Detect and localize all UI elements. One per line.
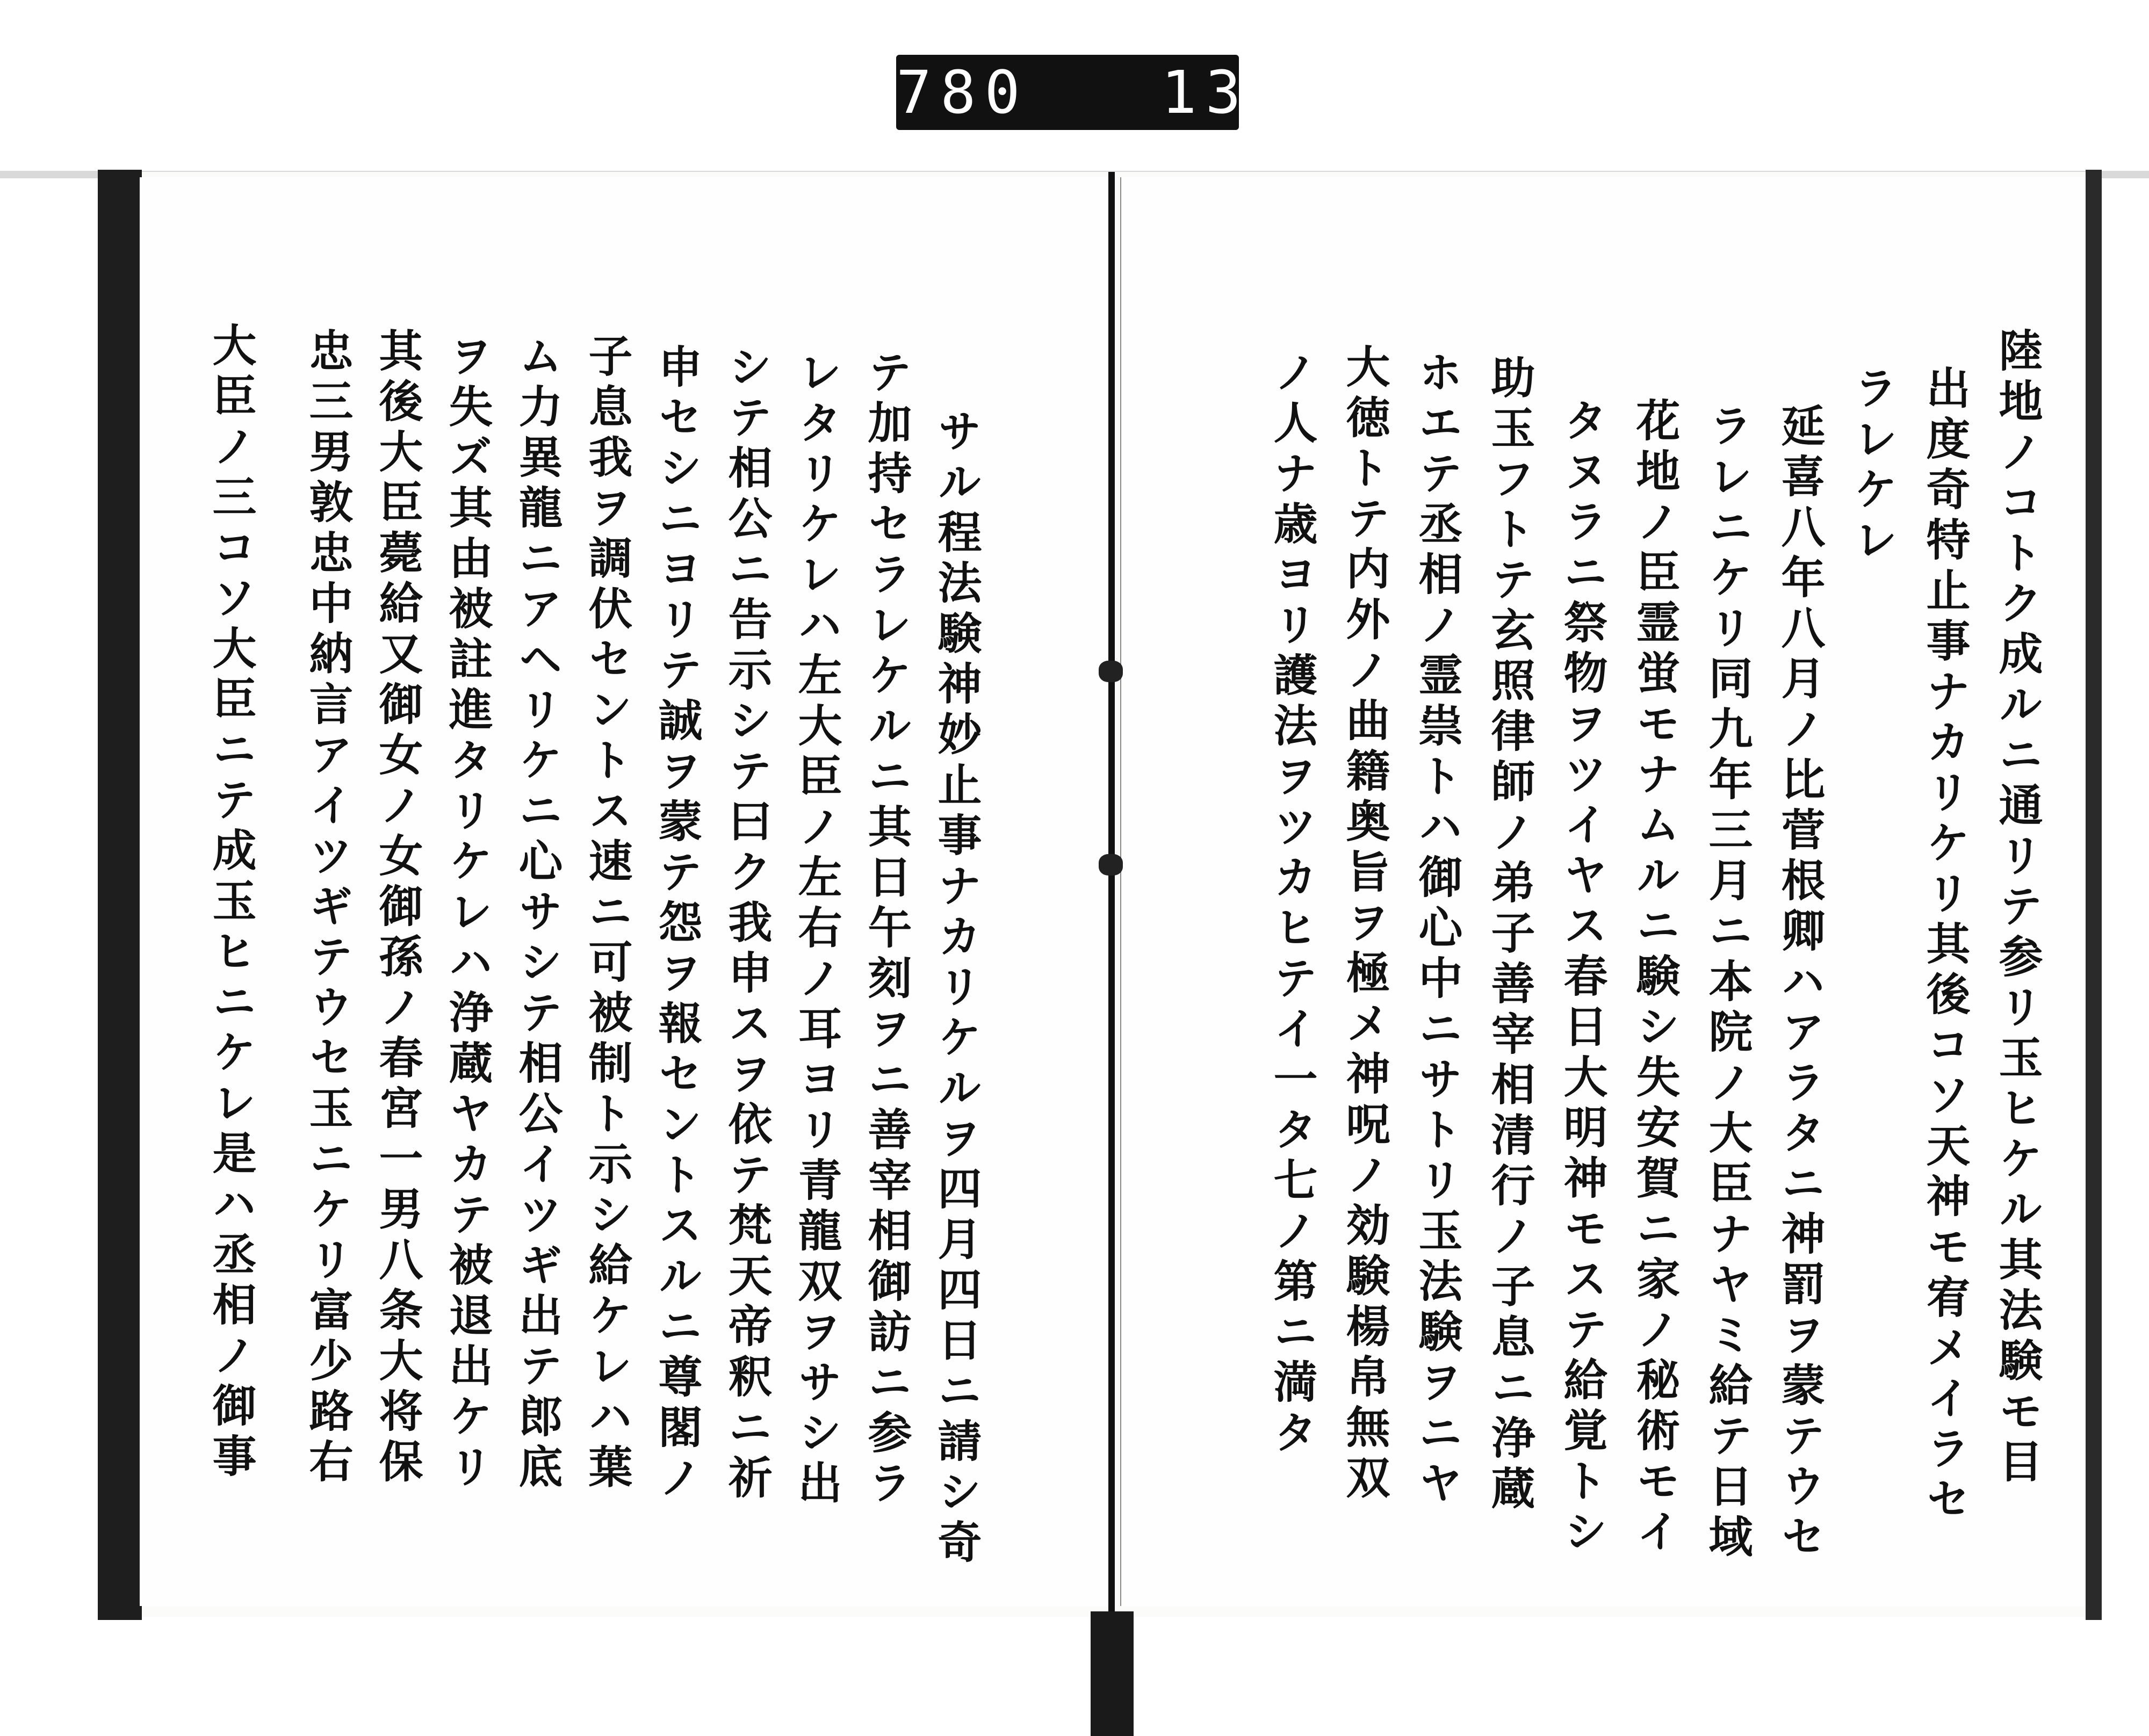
book-cover-left-edge bbox=[98, 170, 142, 1620]
book-spine bbox=[1108, 172, 1115, 1736]
left-page-column-11: 大臣ノ三コソ大臣ニテ成玉ヒニケレ是ハ丞相ノ御事 bbox=[205, 322, 257, 1484]
left-page-column-1: サル程法験神妙止事ナカリケルヲ四月四日ニ請シ奇 bbox=[931, 408, 982, 1569]
archive-label bbox=[896, 55, 1294, 130]
right-page-column-5: ラレニケリ同九年三月ニ本院ノ大臣ナヤミ給テ日域 bbox=[1701, 403, 1753, 1564]
left-page-column-10: 忠三男敦忠中納言アイツギテウセ玉ニケリ富少路右 bbox=[302, 328, 354, 1489]
right-page-column-3: ラレケレ bbox=[1847, 365, 1898, 567]
right-page-column-1: 陸地ノコトク成ルニ通リテ参リ玉ヒケル其法験モ目 bbox=[1992, 328, 2043, 1489]
left-page-column-6: 子息我ヲ調伏セントス速ニ可被制ト示シ給ケレハ葉 bbox=[581, 333, 633, 1494]
left-page-column-7: ム力異龍ニアヘリケニ心サシテ相公イツギ出テ郎底 bbox=[511, 333, 563, 1494]
right-page-column-7: タヌラニ祭物ヲツイヤス春日大明神モステ給覚トシ bbox=[1556, 397, 1608, 1559]
right-page-column-11: ノ人ナ歳ヨリ護法ヲツカヒテイ一タ七ノ第ニ満タ bbox=[1266, 349, 1318, 1460]
right-page-column-9: ホエテ丞相ノ霊祟トハ御心中ニサトリ玉法験ヲニヤ bbox=[1411, 349, 1463, 1510]
archive-label-text: 780 133 bbox=[896, 58, 1294, 127]
right-page-column-6: 花地ノ臣霊蛍モナムルニ験シ失安賀ニ家ノ秘術モイ bbox=[1629, 397, 1681, 1559]
spine-binding bbox=[1091, 1611, 1134, 1736]
right-page-column-10: 大徳トテ内外ノ曲籍奥旨ヲ極メ神呪ノ効験楊帛無双 bbox=[1339, 344, 1390, 1505]
binding-knot bbox=[1099, 854, 1123, 876]
left-page-column-5: 申セシニヨリテ誠ヲ蒙テ怨ヲ報セントスルニ尊閣ノ bbox=[651, 344, 703, 1505]
left-page-column-3: レタリケレハ左大臣ノ左右ノ耳ヨリ青龍双ヲサシ出 bbox=[791, 349, 842, 1510]
right-page-column-4: 延喜八年八月ノ比菅根卿ハアラタニ神罰ヲ蒙テウセ bbox=[1774, 403, 1826, 1564]
left-page-column-9: 其後大臣薨給又御女ノ女御孫ノ春宮一男八条大将保 bbox=[372, 328, 423, 1489]
book-cover-right-edge bbox=[2086, 170, 2102, 1620]
binding-knot bbox=[1099, 661, 1123, 682]
left-page-column-8: ヲ失ズ其由被註進タリケレハ浄蔵ヤカテ被退出ケリ bbox=[442, 333, 493, 1494]
left-page-column-2: テ加持セラレケルニ其日午刻ヲニ善宰相御訪ニ参ラ bbox=[861, 349, 912, 1510]
left-page-column-4: シテ相公ニ告示シテ曰ク我申スヲ依テ梵天帝釈ニ祈 bbox=[721, 344, 773, 1505]
right-page-column-2: 出度奇特止事ナカリケリ其後コソ天神モ宥メイラセ bbox=[1919, 365, 1971, 1527]
right-page-column-8: 助玉フトテ玄照律師ノ弟子善宰相清行ノ子息ニ浄蔵 bbox=[1484, 355, 1535, 1516]
